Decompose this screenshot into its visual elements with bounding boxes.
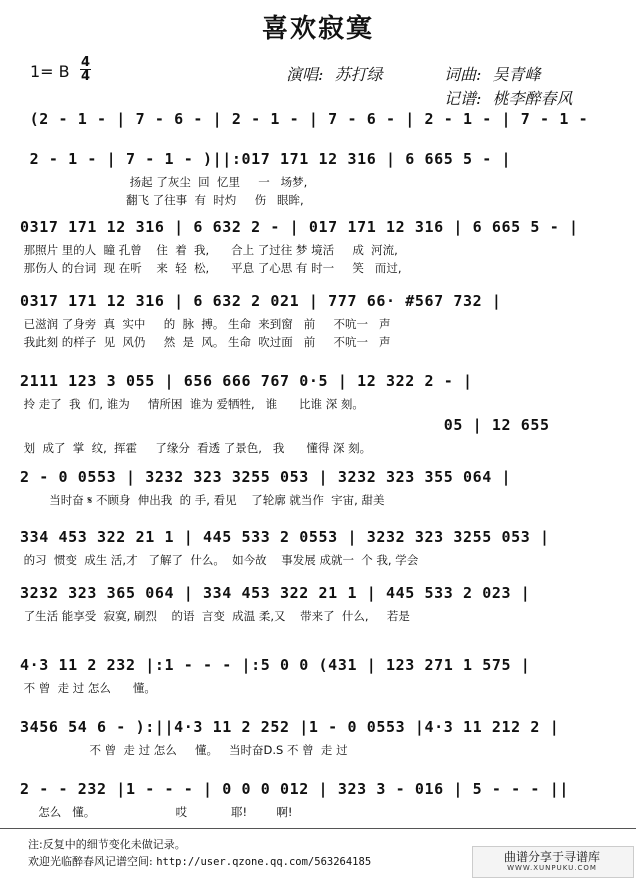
notation-line: 2 - - 232 |1 - - - | 0 0 0 012 | 323 3 - 016 | 5 - - - || <box>20 780 569 798</box>
notation-line: 2 - 1 - | 7 - 1 - )||:017 171 12 316 | 6 665 5 - | <box>20 150 512 168</box>
time-signature-top: 4 <box>81 55 91 70</box>
welcome-text: 欢迎光临醉春风记谱空间: <box>28 855 153 868</box>
composer-name: 吴青峰 <box>492 65 541 84</box>
notation-line: 3456 54 6 - ):||4·3 11 2 252 |1 - 0 0553 |4·3 11 212 2 | <box>20 718 560 736</box>
transcriber-credit <box>444 86 573 109</box>
notation-line: 4·3 11 2 232 |:1 - - - |:5 0 0 (431 | 123 271 1 575 | <box>20 656 531 674</box>
singer-label: 演唱: <box>286 65 324 84</box>
footer-welcome <box>28 853 371 869</box>
transcriber-name: 桃李醉春风 <box>492 89 573 108</box>
song-title: 喜欢寂寞 <box>261 14 374 44</box>
lyric-line: 我此刻 的样子 见 风仍 然 是 风。 生命 吹过面 前 不吭一 声 <box>20 335 391 349</box>
lyric-line: 不 曾 走 过 怎么 懂。 <box>20 681 156 695</box>
composer-credit <box>444 62 541 85</box>
transcriber-label: 记谱: <box>444 89 482 108</box>
notation-line: 0317 171 12 316 | 6 632 2 021 | 777 66· #567 732 | <box>20 292 502 310</box>
notation-line: 0317 171 12 316 | 6 632 2 - | 017 171 12 316 | 6 665 5 - | <box>20 218 579 236</box>
lyric-line: 已滋润 了身旁 真 实中 的 脉 搏。 生命 来到窗 前 不吭一 声 <box>20 317 391 331</box>
lyric-line: 当时奋 𝄋 不顾身 伸出我 的 手, 看见 了轮廓 就当作 宇宙, 甜美 <box>20 493 385 507</box>
lyric-line: 了生活 能享受 寂寞, 刷烈 的语 言变 成温 柔,又 带来了 什么, 若是 <box>20 609 410 623</box>
footer-divider <box>0 828 636 829</box>
notation-line: 2 - 0 0553 | 3232 323 3255 053 | 3232 323 355 064 | <box>20 468 512 486</box>
watermark-text: 曲谱分享于寻谱库 <box>503 850 600 864</box>
lyric-line: 拎 走了 我 们, 谁为 情所困 谁为 爱牺牲, 谁 比谁 深 刻。 <box>20 397 364 411</box>
lyric-line: 翻飞 了往事 有 时灼 伤 眼眸, <box>20 193 304 207</box>
lyric-line: 划 成了 掌 纹, 挥霍 了缘分 看透 了景色, 我 懂得 深 刻。 <box>20 441 372 455</box>
qzone-url: http://user.qzone.qq.com/563264185 <box>156 856 372 868</box>
singer-credit <box>286 62 383 85</box>
lyric-line: 的习 惯变 成生 活,才 了解了 什么。 如今故 事发展 成就一 个 我, 学会 <box>20 553 419 567</box>
lyric-line: 扬起 了灰尘 回 忆里 一 场梦, <box>20 175 308 189</box>
lyric-line: 不 曾 走 过 怎么 懂。 当时奋D.S 不 曾 走 过 <box>20 743 348 757</box>
time-signature <box>80 56 91 83</box>
lyric-line: 怎么 懂。 哎 耶! 啊! <box>20 805 293 819</box>
notation-line: (2 - 1 - | 7 - 6 - | 2 - 1 - | 7 - 6 - | 2 - 1 - | 7 - 1 - <box>20 110 589 128</box>
notation-line: 05 | 12 655 <box>20 416 550 434</box>
time-signature-bottom: 4 <box>81 69 91 84</box>
notation-line: 3232 323 365 064 | 334 453 322 21 1 | 445 533 2 023 | <box>20 584 531 602</box>
lyric-line: 那照片 里的人 瞳 孔曾 住 着 我, 合上 了过往 梦 境活 成 河流, <box>20 243 398 257</box>
singer-name: 苏打绿 <box>334 65 383 84</box>
footer-note: 注:反复中的细节变化未做记录。 <box>28 838 186 851</box>
notation-line: 2111 123 3 055 | 656 666 767 0·5 | 12 322 2 - | <box>20 372 473 390</box>
notation-line: 334 453 322 21 1 | 445 533 2 0553 | 3232 323 3255 053 | <box>20 528 550 546</box>
composer-label: 词曲: <box>444 65 482 84</box>
lyric-line: 那伤人 的台词 现 在听 来 轻 松, 平息 了心思 有 时一 笑 而过, <box>20 261 402 275</box>
key-signature: 1= B <box>30 62 70 81</box>
watermark-url: WWW.XUNPUKU.COM <box>507 864 597 872</box>
